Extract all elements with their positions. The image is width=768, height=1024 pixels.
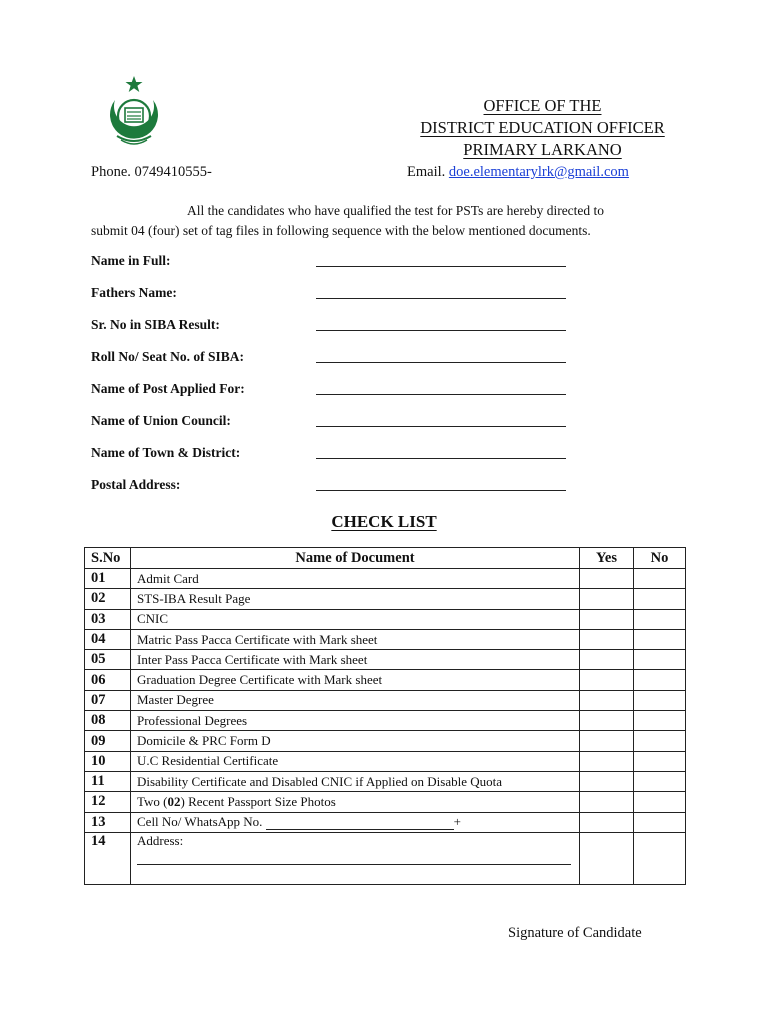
row-sno: 06	[85, 670, 131, 690]
row-document: Professional Degrees	[131, 711, 580, 731]
field-line-roll-no[interactable]	[316, 362, 566, 363]
checklist-header-row	[85, 548, 686, 569]
yes-cell[interactable]	[580, 589, 634, 609]
field-line-postal-address[interactable]	[316, 490, 566, 491]
no-cell[interactable]	[634, 609, 686, 629]
no-cell[interactable]	[634, 589, 686, 609]
field-label-post-applied: Name of Post Applied For:	[91, 381, 245, 396]
row-document: Admit Card	[131, 569, 580, 589]
no-cell[interactable]	[634, 670, 686, 690]
yes-cell[interactable]	[580, 711, 634, 731]
row-document: Inter Pass Pacca Certificate with Mark sheet	[131, 650, 580, 670]
no-cell[interactable]	[634, 711, 686, 731]
yes-cell[interactable]	[580, 731, 634, 751]
row-document: Domicile & PRC Form D	[131, 731, 580, 751]
row-sno: 04	[85, 629, 131, 649]
yes-cell[interactable]	[580, 812, 634, 832]
table-row	[85, 771, 686, 791]
row-document: STS-IBA Result Page	[131, 589, 580, 609]
table-row	[85, 812, 686, 832]
table-row	[85, 609, 686, 629]
table-row	[85, 650, 686, 670]
table-row	[85, 569, 686, 589]
header-document: Name of Document	[131, 548, 580, 569]
table-row	[85, 832, 686, 884]
no-cell[interactable]	[634, 812, 686, 832]
yes-cell[interactable]	[580, 650, 634, 670]
row-sno: 02	[85, 589, 131, 609]
yes-cell[interactable]	[580, 751, 634, 771]
row-sno: 13	[85, 812, 131, 832]
field-label-postal-address: Postal Address:	[91, 477, 181, 492]
field-label-town-district: Name of Town & District:	[91, 445, 241, 460]
yes-cell[interactable]	[580, 771, 634, 791]
no-cell[interactable]	[634, 832, 686, 884]
row-document: Master Degree	[131, 690, 580, 710]
field-line-name-in-full[interactable]	[316, 266, 566, 267]
yes-cell[interactable]	[580, 609, 634, 629]
table-row	[85, 629, 686, 649]
instructions-line-2: submit 04 (four) set of tag files in following sequence with the below mentioned documents.	[91, 223, 591, 238]
row-sno: 09	[85, 731, 131, 751]
row-sno: 08	[85, 711, 131, 731]
field-label-sr-no-siba: Sr. No in SIBA Result:	[91, 317, 220, 332]
email-link[interactable]: doe.elementarylrk@gmail.com	[448, 164, 629, 180]
office-heading-line-1: OFFICE OF THE	[483, 96, 602, 115]
signature-of-candidate: Signature of Candidate	[508, 925, 642, 941]
row-sno: 03	[85, 609, 131, 629]
yes-cell[interactable]	[580, 792, 634, 812]
no-cell[interactable]	[634, 629, 686, 649]
no-cell[interactable]	[634, 731, 686, 751]
row-sno: 12	[85, 792, 131, 812]
row-document	[131, 832, 580, 884]
field-line-town-district[interactable]	[316, 458, 566, 459]
row-sno: 11	[85, 771, 131, 791]
table-row	[85, 690, 686, 710]
instructions-paragraph	[91, 201, 651, 241]
doc-text-post: ) Recent Passport Size Photos	[180, 793, 336, 809]
row-document: U.C Residential Certificate	[131, 751, 580, 771]
address-blank-line[interactable]	[137, 854, 571, 865]
row-sno: 10	[85, 751, 131, 771]
doc-text-pre: Two (	[137, 793, 168, 809]
field-label-name-in-full: Name in Full:	[91, 253, 171, 268]
sindh-government-emblem	[103, 76, 165, 148]
table-row	[85, 792, 686, 812]
no-cell[interactable]	[634, 751, 686, 771]
instructions-line-1: All the candidates who have qualified the test for PSTs are hereby directed to	[187, 203, 605, 218]
no-cell[interactable]	[634, 792, 686, 812]
table-row	[85, 751, 686, 771]
no-cell[interactable]	[634, 650, 686, 670]
table-row	[85, 711, 686, 731]
cell-no-suffix: +	[453, 814, 462, 830]
header-yes: Yes	[580, 548, 634, 569]
header-no: No	[634, 548, 686, 569]
yes-cell[interactable]	[580, 670, 634, 690]
field-line-sr-no-siba[interactable]	[316, 330, 566, 331]
email-label: Email.	[407, 164, 446, 180]
row-document: Graduation Degree Certificate with Mark sheet	[131, 670, 580, 690]
row-document: Matric Pass Pacca Certificate with Mark sheet	[131, 629, 580, 649]
phone-number: Phone. 0749410555-	[91, 164, 212, 180]
row-sno: 07	[85, 690, 131, 710]
no-cell[interactable]	[634, 771, 686, 791]
table-row	[85, 731, 686, 751]
row-document	[131, 812, 580, 832]
address-label: Address:	[137, 832, 184, 848]
row-document	[131, 792, 580, 812]
doc-text-bold: 02	[167, 793, 181, 809]
field-label-union-council: Name of Union Council:	[91, 413, 231, 428]
row-document: CNIC	[131, 609, 580, 629]
no-cell[interactable]	[634, 569, 686, 589]
cell-no-blank-line[interactable]	[266, 817, 454, 830]
office-heading-line-3: PRIMARY LARKANO	[463, 140, 622, 159]
table-row	[85, 670, 686, 690]
row-sno: 01	[85, 569, 131, 589]
field-line-post-applied[interactable]	[316, 394, 566, 395]
yes-cell[interactable]	[580, 629, 634, 649]
yes-cell[interactable]	[580, 569, 634, 589]
cell-no-label: Cell No/ WhatsApp No.	[137, 814, 263, 830]
row-sno: 14	[85, 832, 131, 884]
row-document: Disability Certificate and Disabled CNIC if Applied on Disable Quota	[131, 771, 580, 791]
checklist-table	[84, 547, 686, 885]
table-row	[85, 589, 686, 609]
email-block	[407, 164, 629, 181]
header-sno: S.No	[85, 548, 131, 569]
field-line-fathers-name[interactable]	[316, 298, 566, 299]
yes-cell[interactable]	[580, 690, 634, 710]
no-cell[interactable]	[634, 690, 686, 710]
field-label-fathers-name: Fathers Name:	[91, 285, 177, 300]
field-line-union-council[interactable]	[316, 426, 566, 427]
yes-cell[interactable]	[580, 832, 634, 884]
field-label-roll-no: Roll No/ Seat No. of SIBA:	[91, 349, 245, 364]
row-sno: 05	[85, 650, 131, 670]
office-heading-line-2: DISTRICT EDUCATION OFFICER	[420, 118, 665, 137]
checklist-title: CHECK LIST	[331, 512, 437, 531]
